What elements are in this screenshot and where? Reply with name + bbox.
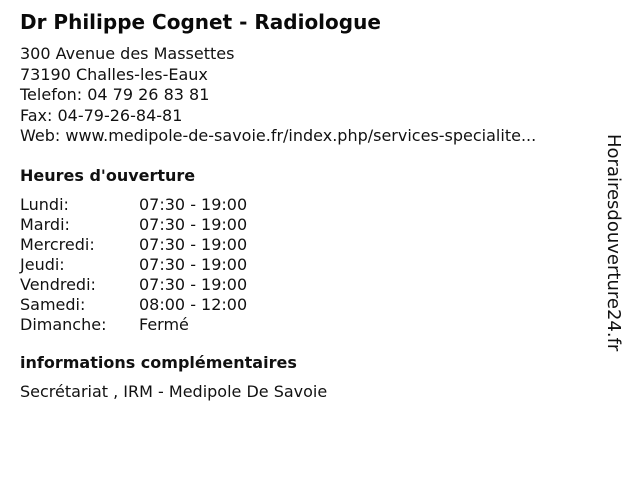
day-label: Lundi: xyxy=(20,194,69,214)
address-city: 73190 Challes-les-Eaux xyxy=(20,64,208,84)
business-name: Dr Philippe Cognet - Radiologue xyxy=(20,10,381,34)
time-range: 07:30 - 19:00 xyxy=(139,234,248,254)
site-watermark: Horairesdouverture24.fr xyxy=(603,134,624,352)
day-label: Mercredi: xyxy=(20,234,95,254)
day-label: Dimanche: xyxy=(20,314,107,334)
day-label: Vendredi: xyxy=(20,274,96,294)
time-range: 07:30 - 19:00 xyxy=(139,254,248,274)
contact-block xyxy=(20,44,600,147)
time-range: 07:30 - 19:00 xyxy=(139,274,248,294)
day-label: Jeudi: xyxy=(20,254,65,274)
additional-info-heading: informations complémentaires xyxy=(20,352,297,372)
hours-row-thursday xyxy=(20,255,600,275)
time-range: Fermé xyxy=(139,314,189,334)
opening-hours-heading: Heures d'ouverture xyxy=(20,165,196,185)
hours-row-wednesday xyxy=(20,235,600,255)
opening-hours-table xyxy=(20,195,600,335)
address-street: 300 Avenue des Massettes xyxy=(20,44,235,63)
additional-info-text: Secrétariat , IRM - Medipole De Savoie xyxy=(20,381,328,401)
hours-row-tuesday xyxy=(20,215,600,235)
hours-row-sunday xyxy=(20,315,600,335)
phone-number[interactable]: Telefon: 04 79 26 83 81 xyxy=(20,85,210,104)
day-label: Mardi: xyxy=(20,214,70,234)
time-range: 07:30 - 19:00 xyxy=(139,214,248,234)
business-card xyxy=(20,8,600,402)
website-link[interactable]: Web: www.medipole-de-savoie.fr/index.php/services-specialite... xyxy=(20,126,537,145)
hours-row-monday xyxy=(20,195,600,215)
day-label: Samedi: xyxy=(20,294,86,314)
time-range: 08:00 - 12:00 xyxy=(139,294,248,314)
hours-row-friday xyxy=(20,275,600,295)
fax-number: Fax: 04-79-26-84-81 xyxy=(20,105,183,125)
hours-row-saturday xyxy=(20,295,600,315)
time-range: 07:30 - 19:00 xyxy=(139,194,248,214)
